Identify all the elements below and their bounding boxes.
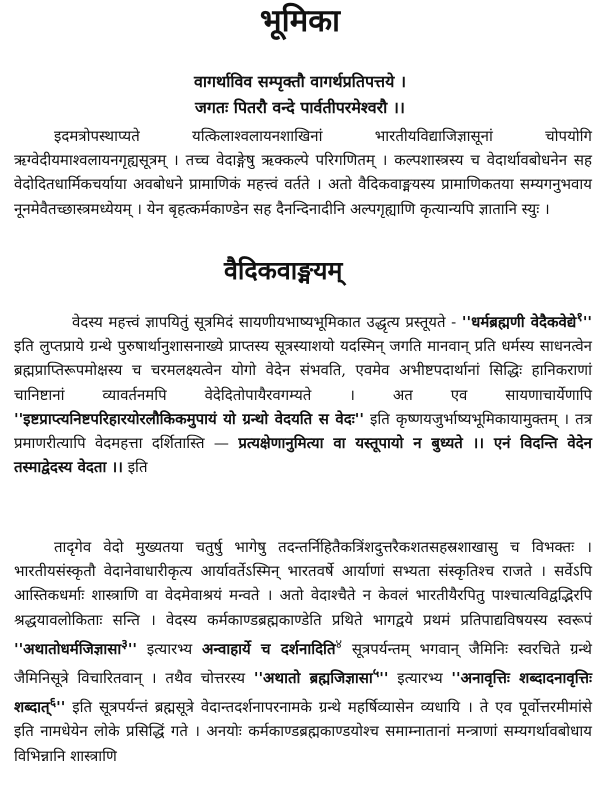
page-title: भूमिका: [259, 3, 341, 39]
para2-text-1: वेदस्य महत्त्वं ज्ञापयितुं सूत्रमिदं सायणीयभाष्यभूमिकात उद्धृत्य प्रस्तूयते -: [72, 313, 462, 331]
quote-close-5: '': [379, 669, 389, 688]
footnote-ref-5: ५: [372, 665, 380, 681]
quote-dharma-brahmani: [461, 309, 593, 331]
verse-line-2: जगतः पितरौ वन्दे पार्वतीपरमेश्वरौ ।।: [195, 98, 405, 117]
quote-close-3: '': [127, 639, 137, 658]
quote-brahma-jijnasa-text: ''अथातो ब्रह्मजिज्ञासा: [253, 669, 373, 688]
footnote-ref-1: १: [576, 309, 583, 324]
quote-close-6: '': [56, 698, 66, 717]
para2-text-2: इति लुप्तप्राये ग्रन्थे पुरुषार्थानुशासनाख्ये प्राप्तस्य सूत्रस्याशयो यदस्मिन् जगति मानवान् प्रति धर्मस्य साधनत्वेन ब्रह्मप्राप्तिरूपमोक्षस्य च चरमलक्ष्यत्वेन योगो वेदेन संभवति, एवमेव अभीष्टपदार्थानां सिद्धिः हानिकराणां चानिष्टानां व्यावर्तनमपि वेदेदितोपायैरवगम्यते । अत एव सायणाचार्येणापि: [14, 337, 592, 404]
quote-dharma-jijnasa: [14, 635, 137, 658]
verse-line-1: वागर्थाविव सम्पृक्तौ वागर्थप्रतिपत्तये ।: [193, 72, 407, 91]
para3-text-3: सूत्रपर्यन्तम् भगवान् जैमिनिः स्वरचिते ग्रन्थे जैमिनिसूत्रे विचारितवान् । तथैव चोत्तरस्य: [14, 639, 592, 688]
quote-dharma-brahmani-text: ''धर्मब्रह्मणी वेदैकवेद्ये: [461, 313, 577, 331]
section-heading: वैदिकवाङ्मयम्: [224, 256, 343, 285]
para3-text-2: इत्यारभ्य: [137, 639, 203, 658]
veda-divisions-paragraph: [14, 535, 592, 768]
para2-text-4: इति: [122, 458, 148, 477]
para3-text-1: तादृगेव वेदो मुख्यतया चतुर्षु भागेषु तदन्तर्निहितैकत्रिंशदुत्तरैकशतसहस्रशाखासु च विभक्तः । भारतीयसंस्कृतौ वेदानेवाधारीकृत्य आर्यावर्तेऽस्मिन् भारतवर्षे आर्याणां सभ्यता संस्कृतिश्च राजते । सर्वेऽपि आस्तिकधर्माः शास्त्राणि वा वेदमेवाश्रयं मन्वते । अतो वेदाश्चैते न केवलं भारतीयैरपितु पाश्चात्यविद्वद्भिरपि श्रद्धयावलोकिताः सन्ति । वेदस्य कर्मकाण्डब्रह्मकाण्डेति प्रथिते भागद्वये प्रथमं प्रतिपाद्यविषयस्य स्वरूपं: [14, 538, 592, 629]
quote-anavrittih-text: ''अनावृत्तिः शब्दादनावृत्तिः शब्दात्: [14, 669, 592, 717]
quote-dharma-jijnasa-text: ''अथातोधर्मजिज्ञासा: [14, 639, 122, 658]
intro-paragraph: इदमत्रोपस्थाप्यते यत्किलाश्वलायनशाखिनां भारतीयविद्याजिज्ञासूनां चोपयोगि ऋग्वेदीयमाश्वलायनगृह्यसूत्रम् । तच्च वेदाङ्गेषु ऋक्कल्पे परिगणितम् । कल्पशास्त्रस्य च वेदार्थावबोधनेन सह वेदोदितधार्मिकचर्याया अवबोधने प्रामाणिकं महत्त्वं वर्तते । अतो वैदिकवाङ्मयस्य प्रामाणिकतया सम्यगनुभवाय नूनमेवैतच्छास्त्रमध्येयम् । येन बृहत्कर्मकाण्डेन सह दैनन्दिनादीनि अल्पगृह्याणि कृत्यान्यपि ज्ञातानि स्युः ।: [14, 127, 592, 218]
quote-sayana: ''इष्टप्राप्त्यनिष्टपरिहारयोरलौकिकमुपायं यो ग्रन्थो वेदयति स वेदः'': [14, 409, 364, 428]
quote-brahma-jijnasa: [253, 665, 389, 688]
para3-text-4: इत्यारभ्य: [388, 669, 452, 688]
footnote-ref-6: ६: [49, 694, 57, 710]
footnote-ref-4: ४: [335, 635, 343, 651]
veda-importance-paragraph: [14, 305, 592, 479]
footnote-ref-3: ३: [121, 635, 128, 651]
quote-pramana-verse: प्रत्यक्षेणानुमित्या वा यस्तूपायो न बुध्यते ।। एनं विदन्ति वेदेन तस्माद्वेदस्य वेदता ।।: [14, 434, 592, 477]
para3-text-5: इति सूत्रपर्यन्तं ब्रह्मसूत्रे वेदान्तदर्शनापरनामके ग्रन्थे महर्षिव्यासेन व्यधायि । ते एव पूर्वोत्तरमीमांसे इति नामधेयेन लोके प्रसिद्धिं गते । अनयोः कर्मकाण्डब्रह्मकाण्डयोश्च समाम्नातानां मन्त्राणां सम्यगर्थावबोधाय विभिन्नानि शास्त्राणि: [14, 698, 592, 765]
quote-close-1: '': [582, 313, 593, 331]
para2-text-3: इति कृष्णयजुर्भाष्यभूमिकायामुक्तम् । तत्र प्रमाणरीत्यापि वेदमहत्ता दर्शितास्ति —: [14, 409, 593, 453]
quote-anvaharye: अन्वाहार्ये च दर्शनादिति: [202, 639, 336, 658]
